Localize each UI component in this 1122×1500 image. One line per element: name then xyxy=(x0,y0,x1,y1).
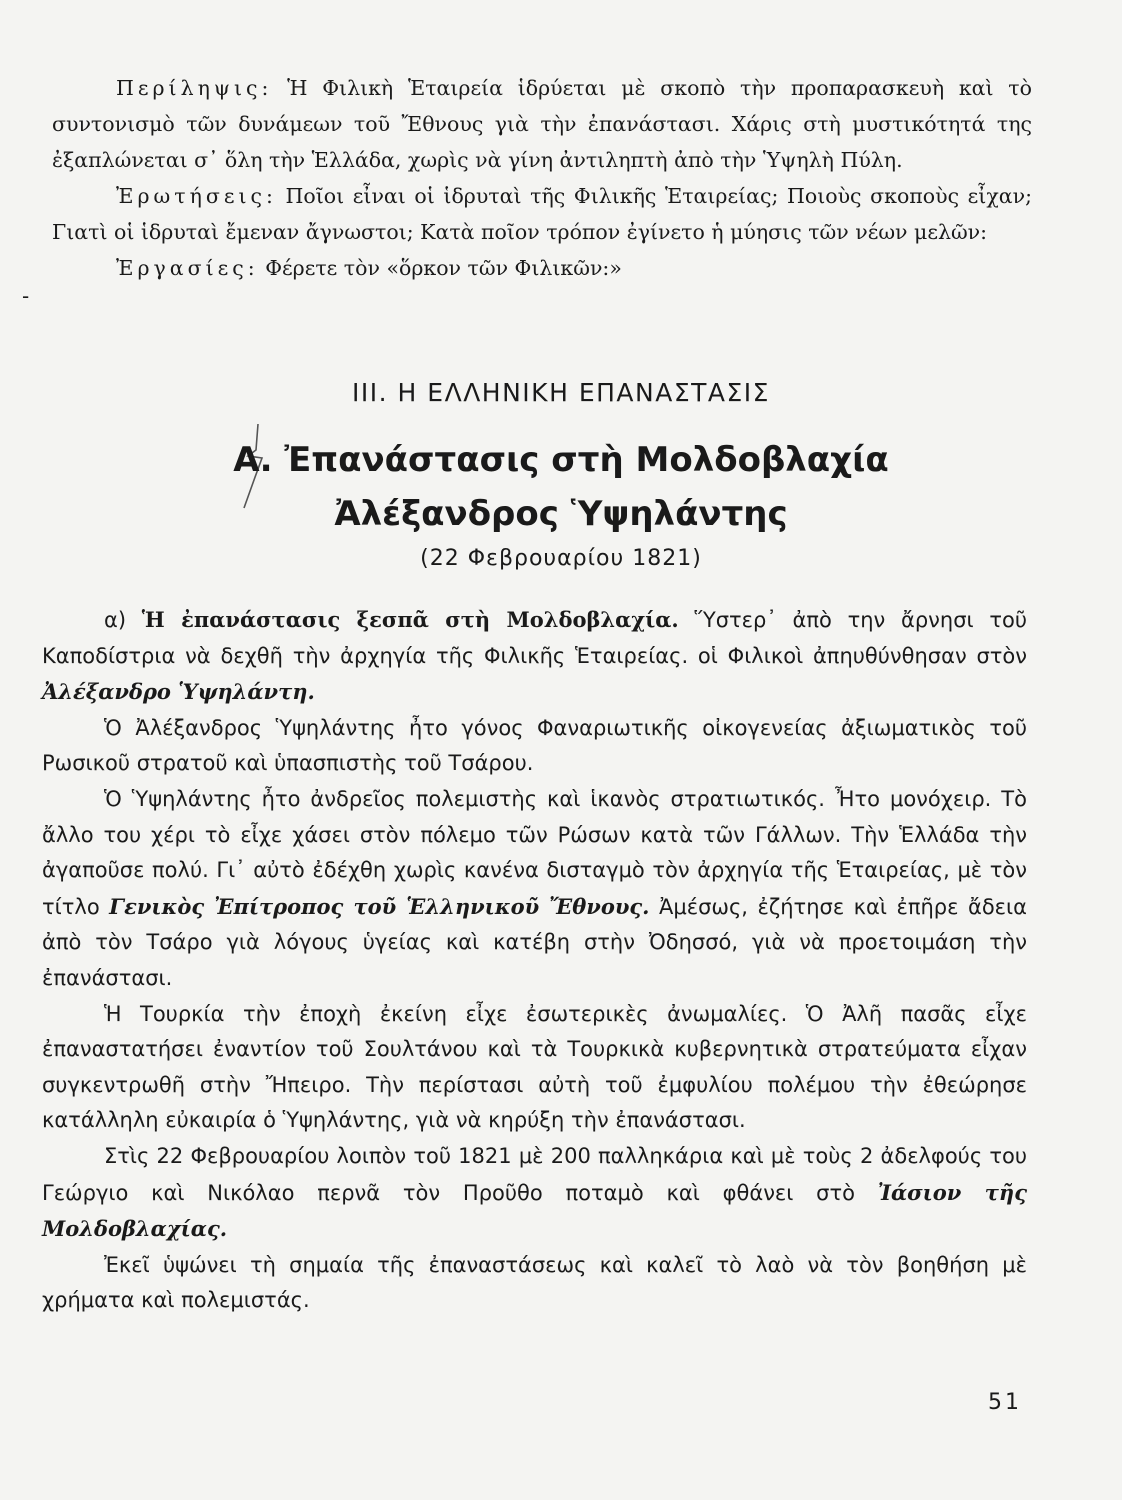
summary-paragraph xyxy=(52,70,1032,178)
paragraph-5 xyxy=(42,1139,1027,1248)
margin-mark: - xyxy=(22,284,30,308)
paragraph-1 xyxy=(42,602,1027,711)
paragraph-1-lead: α) xyxy=(104,608,142,632)
paragraph-1-heading: Ἡ ἐπανάστασις ξεσπᾶ στὴ Μολδοβλαχία. xyxy=(141,607,679,632)
chapter-title: Α. Ἐπανάστασις στὴ Μολδοβλαχία xyxy=(233,440,889,480)
paragraph-3-title: Γενικὸς Ἐπίτροπος τοῦ Ἑλληνικοῦ Ἔθνους. xyxy=(109,893,650,919)
questions-label: Ἐρωτήσεις: xyxy=(116,184,277,208)
paragraph-5-place: Ἰάσιον τῆς Μολδοβλαχίας. xyxy=(42,1179,1027,1242)
questions-text: Ποῖοι εἶναι οἱ ἱδρυταὶ τῆς Φιλικῆς Ἑταιρείας; Ποιοὺς σκοποὺς εἶχαν; Γιατὶ οἱ ἱδρυταὶ ἔμεναν ἄγνωστοι; Κατὰ ποῖον τρόπον ἐγίνετο ἡ μύησις τῶν νέων μελῶν: xyxy=(52,184,1032,244)
summary-text: Ἡ Φιλικὴ Ἑταιρεία ἱδρύεται μὲ σκοπὸ τὴν προπαρασκευὴ καὶ τὸ συντονισμὸ τῶν δυνάμεων τοῦ Ἔθνους γιὰ τὴν ἐπανάστασι. Χάρις στὴ μυστικότητά της ἐξαπλώνεται σ᾽ ὅλη τὴν Ἑλλάδα, χωρὶς νὰ γίνη ἀντιληπτὴ ἀπὸ τὴν Ὑψηλὴ Πύλη. xyxy=(52,76,1032,172)
paragraph-3-text-a: Ὁ Ὑψηλάντης ἦτο ἀνδρεῖος πολεμιστὴς καὶ ἱκανὸς στρατιωτικός. Ἦτο μονόχειρ. Τὸ ἄλλο του χέρι τὸ εἶχε χάσει στὸν πόλεμο τῶν Ρώσων κατὰ τῶν Γάλλων. Τὴν Ἑλλάδα τὴν ἀγαποῦσε πολύ. Γι᾽ αὐτὸ ἐδέχθη χωρὶς κανένα δισταγμὸ τὸν ἀρχηγία τῆς Ἑταιρείας, μὲ τὸν τίτλο xyxy=(42,786,1027,919)
exercises-paragraph xyxy=(52,250,1032,286)
paragraph-3 xyxy=(42,782,1027,997)
paragraph-2: Ὁ Ἀλέξανδρος Ὑψηλάντης ἦτο γόνος Φαναριωτικῆς οἰκογενείας ἀξιωματικὸς τοῦ Ρωσικοῦ στρατοῦ καὶ ὑπασπιστὴς τοῦ Τσάρου. xyxy=(42,715,1027,776)
paragraph-3-text-b: Ἀμέσως, ἐζήτησε καὶ ἐπῆρε ἄδεια ἀπὸ τὸν Τσάρο γιὰ λόγους ὑγείας καὶ κατέβη στὴν Ὀδησσό, γιὰ νὰ προετοιμάση τὴν ἐπανάστασι. xyxy=(42,894,1027,990)
exercises-label: Ἐργασίες: xyxy=(116,256,259,280)
exercises-text: Φέρετε τὸν «ὅρκον τῶν Φιλικῶν:» xyxy=(265,256,622,280)
summary-label: Περίληψις: xyxy=(116,76,273,100)
paragraph-5-text: Στὶς 22 Φεβρουαρίου λοιπὸν τοῦ 1821 μὲ 200 παλληκάρια καὶ μὲ τοὺς 2 ἀδελφούς του Γεώργιο καὶ Νικόλαο περνᾶ τὸν Προῦθο ποταμὸ καὶ φθάνει στὸ xyxy=(42,1143,1027,1205)
paragraph-6: Ἐκεῖ ὑψώνει τὴ σημαία τῆς ἐπαναστάσεως καὶ καλεῖ τὸ λαὸ νὰ τὸν βοηθήση μὲ χρήματα καὶ πολεμιστάς. xyxy=(42,1252,1027,1313)
paragraph-1-text: Ὕστερ᾽ ἀπὸ την ἄρνησι τοῦ Καποδίστρια νὰ δεχθῆ τὴν ἀρχηγία τῆς Φιλικῆς Ἑταιρείας. οἱ Φιλικοὶ ἀπηυθύνθησαν στὸν xyxy=(42,608,1027,668)
section-heading: ΙΙΙ. Η ΕΛΛΗΝΙΚΗ ΕΠΑΝΑΣΤΑΣΙΣ xyxy=(352,378,770,407)
lesson-summary-block xyxy=(52,70,1032,286)
chapter-date: (22 Φεβρουαρίου 1821) xyxy=(420,546,702,571)
paragraph-4: Ἡ Τουρκία τὴν ἐποχὴ ἐκείνη εἶχε ἐσωτερικὲς ἀνωμαλίες. Ὁ Ἀλῆ πασᾶς εἶχε ἐπαναστατήσει ἐναντίον τοῦ Σουλτάνου καὶ τὰ Τουρκικὰ κυβερνητικὰ στρατεύματα εἶχαν συγκεντρωθῆ στὴν Ἤπειρο. Τὴν περίστασι αὐτὴ τοῦ ἐμφυλίου πολέμου τὴν ἐθεώρησε κατάλληλη εὐκαιρία ὁ Ὑψηλάντης, γιὰ νὰ κηρύξη τὴν ἐπανάστασι. xyxy=(42,1001,1027,1133)
main-text xyxy=(42,602,1027,1319)
paragraph-1-name: Ἀλέξανδρο Ὑψηλάντη. xyxy=(42,679,315,705)
questions-paragraph xyxy=(52,178,1032,250)
page-number: 51 xyxy=(988,1390,1022,1415)
chapter-subtitle: Ἀλέξανδρος Ὑψηλάντης xyxy=(334,494,788,534)
